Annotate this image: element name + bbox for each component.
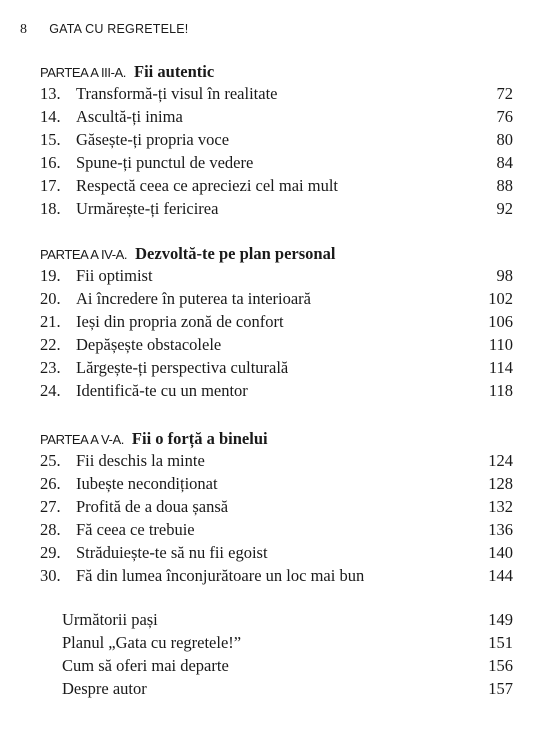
entry-page: 98 — [496, 266, 513, 285]
toc-entry[interactable] — [40, 153, 513, 176]
toc-entry[interactable] — [40, 520, 513, 543]
toc-part-4 — [40, 244, 513, 404]
entry-title: Transformă-ți visul în realitate — [76, 84, 278, 103]
entry-number: 19. — [40, 266, 61, 285]
entry-page: 80 — [496, 130, 513, 149]
entry-title: Despre autor — [62, 679, 147, 698]
entry-number: 28. — [40, 520, 61, 539]
entry-number: 15. — [40, 130, 61, 149]
entry-page: 156 — [488, 656, 513, 675]
entry-page: 102 — [488, 289, 513, 308]
entry-page: 92 — [496, 199, 513, 218]
toc-entry[interactable] — [40, 566, 513, 589]
entry-title: Fă din lumea înconjurătoare un loc mai bun — [76, 566, 365, 585]
toc-entry[interactable] — [62, 633, 513, 656]
entry-page: 124 — [488, 451, 513, 470]
entry-number: 24. — [40, 381, 61, 400]
entry-title: Găsește-ți propria voce — [76, 130, 230, 149]
entry-page: 144 — [488, 566, 513, 585]
entry-page: 106 — [488, 312, 513, 331]
toc-entry[interactable] — [62, 656, 513, 679]
toc-entry[interactable] — [40, 107, 513, 130]
running-head — [20, 22, 188, 38]
entry-number: 16. — [40, 153, 61, 172]
entry-number: 30. — [40, 566, 61, 585]
part-label: PARTEA A IV-A. — [40, 247, 128, 262]
entry-title: Fii optimist — [76, 266, 153, 285]
toc-entry[interactable] — [40, 84, 513, 107]
part-label: PARTEA A V-A. — [40, 432, 124, 447]
entry-number: 25. — [40, 451, 61, 470]
entry-page: 140 — [488, 543, 513, 562]
entry-page: 72 — [496, 84, 513, 103]
entry-number: 22. — [40, 335, 61, 354]
toc-entry[interactable] — [40, 266, 513, 289]
entry-page: 151 — [488, 633, 513, 652]
entry-title: Urmărește-ți fericirea — [76, 199, 219, 218]
toc-entry[interactable] — [40, 176, 513, 199]
entry-title: Depășește obstacolele — [76, 335, 222, 354]
entry-number: 27. — [40, 497, 61, 516]
entry-page: 132 — [488, 497, 513, 516]
toc-entry[interactable] — [40, 474, 513, 497]
entry-title: Iubește necondiționat — [76, 474, 218, 493]
entry-page: 149 — [488, 610, 513, 629]
entry-page: 76 — [496, 107, 513, 126]
entry-title: Fă ceea ce trebuie — [76, 520, 195, 539]
toc-entry[interactable] — [40, 312, 513, 335]
toc-entry[interactable] — [40, 130, 513, 153]
entry-number: 13. — [40, 84, 61, 103]
entry-page: 128 — [488, 474, 513, 493]
entry-title: Profită de a doua șansă — [76, 497, 229, 516]
toc-entry[interactable] — [40, 451, 513, 474]
entry-title: Următorii pași — [62, 610, 158, 629]
entry-title: Spune-ți punctul de vedere — [76, 153, 254, 172]
entry-page: 88 — [496, 176, 513, 195]
entry-title: Ascultă-ți inima — [76, 107, 183, 126]
toc-entry[interactable] — [40, 543, 513, 566]
toc-entry[interactable] — [40, 497, 513, 520]
entry-number: 18. — [40, 199, 61, 218]
toc-part-5 — [40, 429, 513, 589]
toc-entry[interactable] — [40, 335, 513, 358]
part-heading — [40, 62, 513, 84]
entry-page: 118 — [488, 381, 513, 400]
part-title: Dezvoltă-te pe plan personal — [135, 244, 336, 263]
entry-number: 20. — [40, 289, 61, 308]
entry-title: Ieși din propria zonă de confort — [76, 312, 284, 331]
entry-title: Planul „Gata cu regretele!” — [62, 633, 242, 652]
part-label: PARTEA A III-A. — [40, 65, 127, 80]
part-title: Fii o forță a binelui — [131, 429, 268, 448]
entry-title: Străduiește-te să nu fii egoist — [76, 543, 268, 562]
toc-entry[interactable] — [40, 199, 513, 222]
toc-back-matter — [62, 610, 513, 702]
toc-entry[interactable] — [62, 610, 513, 633]
toc-entry[interactable] — [40, 358, 513, 381]
entry-number: 29. — [40, 543, 61, 562]
entry-title: Respectă ceea ce apreciezi cel mai mult — [76, 176, 339, 195]
entry-page: 114 — [488, 358, 513, 377]
entry-title: Ai încredere în puterea ta interioară — [76, 289, 311, 308]
entry-page: 136 — [488, 520, 513, 539]
entry-title: Fii deschis la minte — [76, 451, 205, 470]
entry-page: 110 — [488, 335, 513, 354]
running-title: GATA CU REGRETELE! — [49, 22, 189, 36]
part-title: Fii autentic — [134, 62, 215, 81]
entry-title: Identifică-te cu un mentor — [76, 381, 248, 400]
toc-part-3 — [40, 62, 513, 222]
entry-title: Lărgește-ți perspectiva culturală — [76, 358, 289, 377]
toc-entry[interactable] — [40, 381, 513, 404]
entry-page: 157 — [488, 679, 513, 698]
part-heading — [40, 244, 513, 266]
entry-number: 21. — [40, 312, 61, 331]
entry-number: 14. — [40, 107, 61, 126]
part-heading — [40, 429, 513, 451]
entry-number: 17. — [40, 176, 61, 195]
toc-entry[interactable] — [62, 679, 513, 702]
entry-number: 23. — [40, 358, 61, 377]
toc-entry[interactable] — [40, 289, 513, 312]
entry-number: 26. — [40, 474, 61, 493]
page-number: 8 — [20, 22, 28, 37]
entry-title: Cum să oferi mai departe — [62, 656, 229, 675]
entry-page: 84 — [496, 153, 513, 172]
